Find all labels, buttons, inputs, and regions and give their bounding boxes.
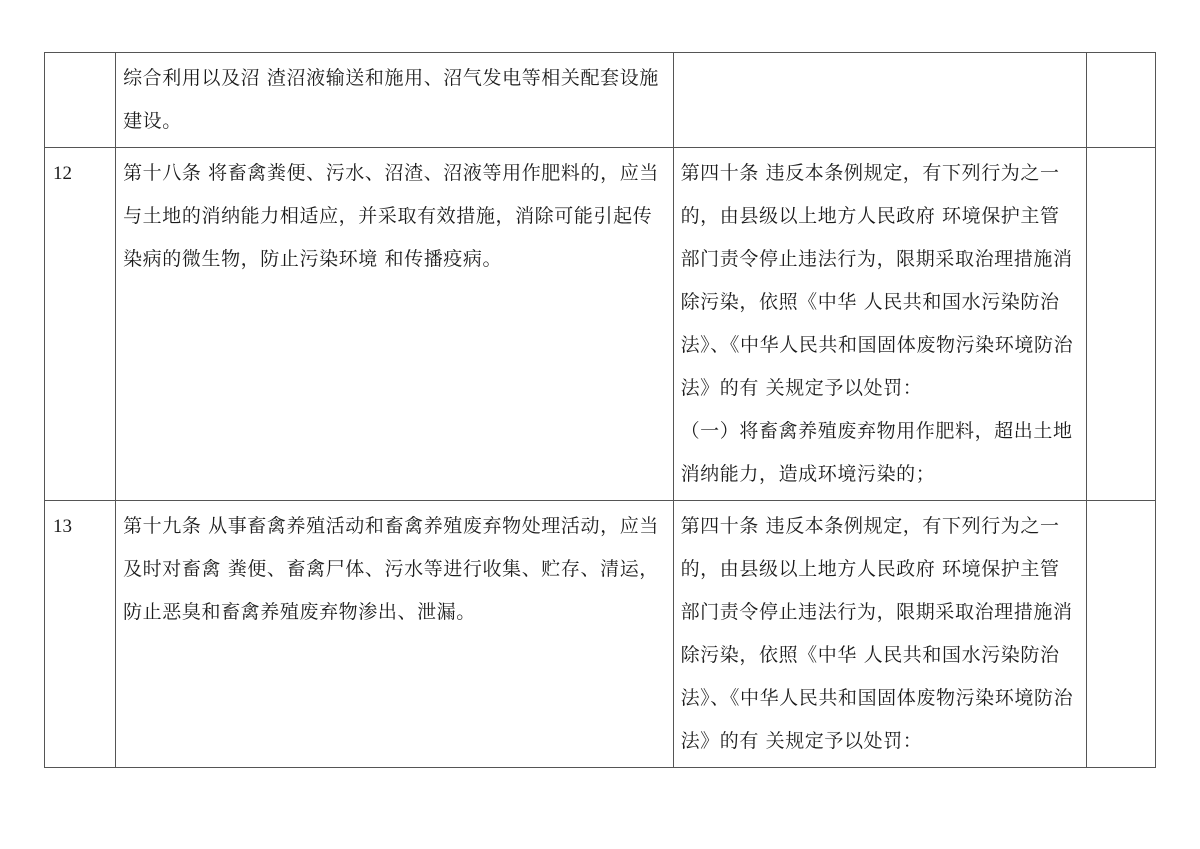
row-number: 12 (53, 163, 72, 184)
penalty-cell (673, 501, 1086, 768)
row-number-cell (45, 501, 116, 768)
note-text (1087, 53, 1155, 61)
provision-text: 第十八条 将畜禽粪便、污水、沼渣、沼液等用作肥料的，应当与土地的消纳能力相适应，并采取有效措施，消除可能引起传染病的微生物，防止污染环境 和传播疫病。 (123, 162, 659, 270)
row-number (45, 53, 115, 61)
row-number-cell (45, 53, 116, 148)
regulation-table (44, 52, 1156, 768)
provision-cell (116, 148, 674, 501)
note-text (1087, 148, 1155, 156)
table-row (45, 501, 1156, 768)
note-cell (1086, 501, 1155, 768)
row-number-cell (45, 148, 116, 501)
provision-cell (116, 53, 674, 148)
row-number: 13 (53, 516, 72, 537)
note-cell (1086, 53, 1155, 148)
penalty-text (674, 148, 1086, 500)
penalty-paragraph: 第四十条 违反本条例规定，有下列行为之一的，由县级以上地方人民政府 环境保护主管部门责令停止违法行为，限期采取治理措施消除污染，依照《中华 人民共和国水污染防治法》、《中华人民共和国固体废物污染环境防治法》的有 关规定予以处罚： (680, 515, 1074, 752)
penalty-cell (673, 148, 1086, 501)
table-row (45, 148, 1156, 501)
provision-text: 第十九条 从事畜禽养殖活动和畜禽养殖废弃物处理活动，应当及时对畜禽 粪便、畜禽尸体、污水等进行收集、贮存、清运，防止恶臭和畜禽养殖废弃物渗出、泄漏。 (123, 515, 659, 623)
note-cell (1086, 148, 1155, 501)
penalty-text (674, 501, 1086, 767)
penalty-paragraph: （一）将畜禽养殖废弃物用作肥料，超出土地消纳能力，造成环境污染的； (680, 420, 1073, 485)
provision-text: 综合利用以及沼 渣沼液输送和施用、沼气发电等相关配套设施建设。 (123, 67, 659, 132)
penalty-paragraph: 第四十条 违反本条例规定，有下列行为之一的，由县级以上地方人民政府 环境保护主管部门责令停止违法行为，限期采取治理措施消除污染，依照《中华 人民共和国水污染防治法》、《中华人民共和国固体废物污染环境防治法》的有 关规定予以处罚： (680, 162, 1074, 399)
penalty-cell (673, 53, 1086, 148)
note-text (1087, 501, 1155, 509)
table-row (45, 53, 1156, 148)
provision-cell (116, 501, 674, 768)
